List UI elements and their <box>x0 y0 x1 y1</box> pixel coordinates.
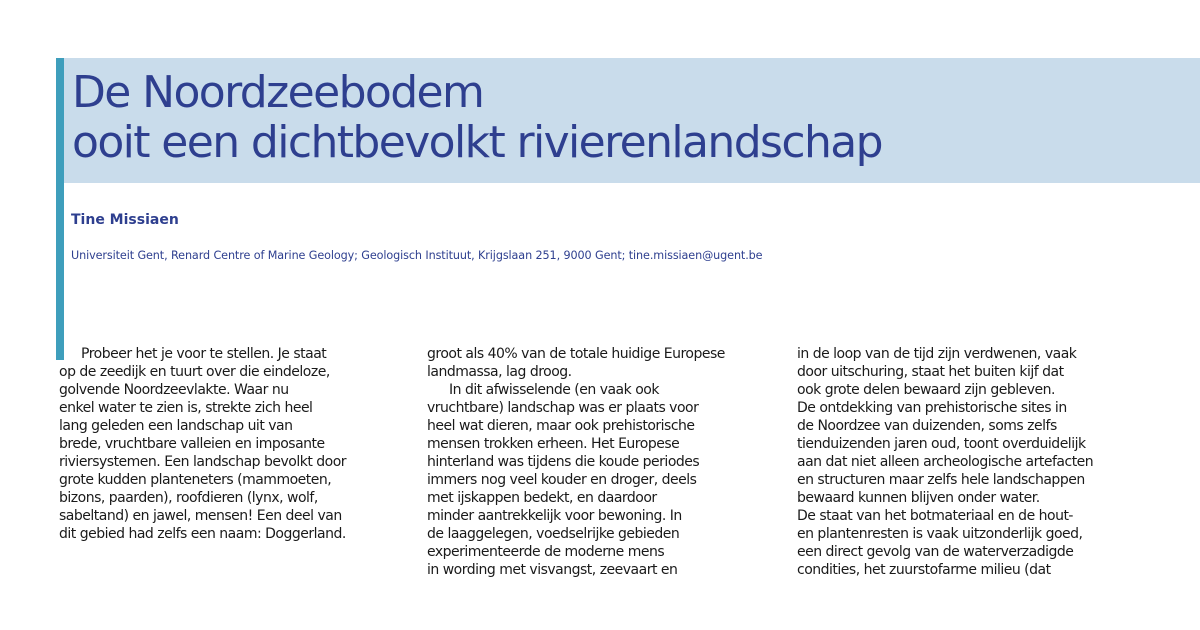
text-line: bewaard kunnen blijven onder water. <box>797 490 1040 506</box>
text-line: brede, vruchtbare valleien en imposante <box>59 436 325 452</box>
text-line: mensen trokken erheen. Het Europese <box>427 436 680 452</box>
text-line: enkel water te zien is, strekte zich heel <box>59 400 313 416</box>
title-line: De Noordzeebodem <box>72 67 484 118</box>
text-line: dit gebied had zelfs een naam: Doggerland. <box>59 526 346 542</box>
text-line: De ontdekking van prehistorische sites in <box>797 400 1067 416</box>
text-line: hinterland was tijdens die koude periodes <box>427 454 700 470</box>
text-line: experimenteerde de moderne mens <box>427 544 665 560</box>
text-line: een direct gevolg van de waterverzadigde <box>797 544 1074 560</box>
text-line: aan dat niet alleen archeologische artefacten <box>797 454 1094 470</box>
text-line: door uitschuring, staat het buiten kijf dat <box>797 364 1064 380</box>
text-column-3 <box>797 345 1157 579</box>
text-line: golvende Noordzeevlakte. Waar nu <box>59 382 289 398</box>
text-line: tienduizenden jaren oud, toont overduidelijk <box>797 436 1086 452</box>
text-line: en plantenresten is vaak uitzonderlijk goed, <box>797 526 1083 542</box>
text-line: riviersystemen. Een landschap bevolkt door <box>59 454 347 470</box>
text-column-2 <box>427 345 787 579</box>
text-line: condities, het zuurstofarme milieu (dat <box>797 562 1051 578</box>
text-line: Probeer het je voor te stellen. Je staat <box>81 346 327 362</box>
text-line: ook grote delen bewaard zijn gebleven. <box>797 382 1055 398</box>
text-line: minder aantrekkelijk voor bewoning. In <box>427 508 682 524</box>
text-line: op de zeedijk en tuurt over die eindeloze, <box>59 364 330 380</box>
accent-bar <box>56 58 64 360</box>
text-line: in de loop van de tijd zijn verdwenen, vaak <box>797 346 1077 362</box>
text-line: bizons, paarden), roofdieren (lynx, wolf, <box>59 490 318 506</box>
text-line: lang geleden een landschap uit van <box>59 418 293 434</box>
text-line: vruchtbare) landschap was er plaats voor <box>427 400 699 416</box>
text-line: groot als 40% van de totale huidige Europese <box>427 346 725 362</box>
text-line: heel wat dieren, maar ook prehistorische <box>427 418 695 434</box>
text-column-1 <box>59 345 419 543</box>
text-line: de laaggelegen, voedselrijke gebieden <box>427 526 680 542</box>
text-line: grote kudden planteneters (mammoeten, <box>59 472 332 488</box>
text-line: met ijskappen bedekt, en daardoor <box>427 490 657 506</box>
author-affiliation: Universiteit Gent, Renard Centre of Marine Geology; Geologisch Instituut, Krijgslaan 251, 9000 Gent; tine.missiaen@ugent.be <box>71 249 763 262</box>
title-line: ooit een dichtbevolkt rivierenlandschap <box>72 117 882 168</box>
text-line: De staat van het botmateriaal en de hout- <box>797 508 1073 524</box>
text-line: in wording met visvangst, zeevaart en <box>427 562 678 578</box>
text-line: en structuren maar zelfs hele landschappen <box>797 472 1085 488</box>
article-title <box>72 68 882 168</box>
text-line: sabeltand) en jawel, mensen! Een deel van <box>59 508 342 524</box>
text-line: In dit afwisselende (en vaak ook <box>449 382 659 398</box>
text-line: immers nog veel kouder en droger, deels <box>427 472 697 488</box>
text-line: de Noordzee van duizenden, soms zelfs <box>797 418 1057 434</box>
author-name: Tine Missiaen <box>71 212 179 228</box>
text-line: landmassa, lag droog. <box>427 364 572 380</box>
